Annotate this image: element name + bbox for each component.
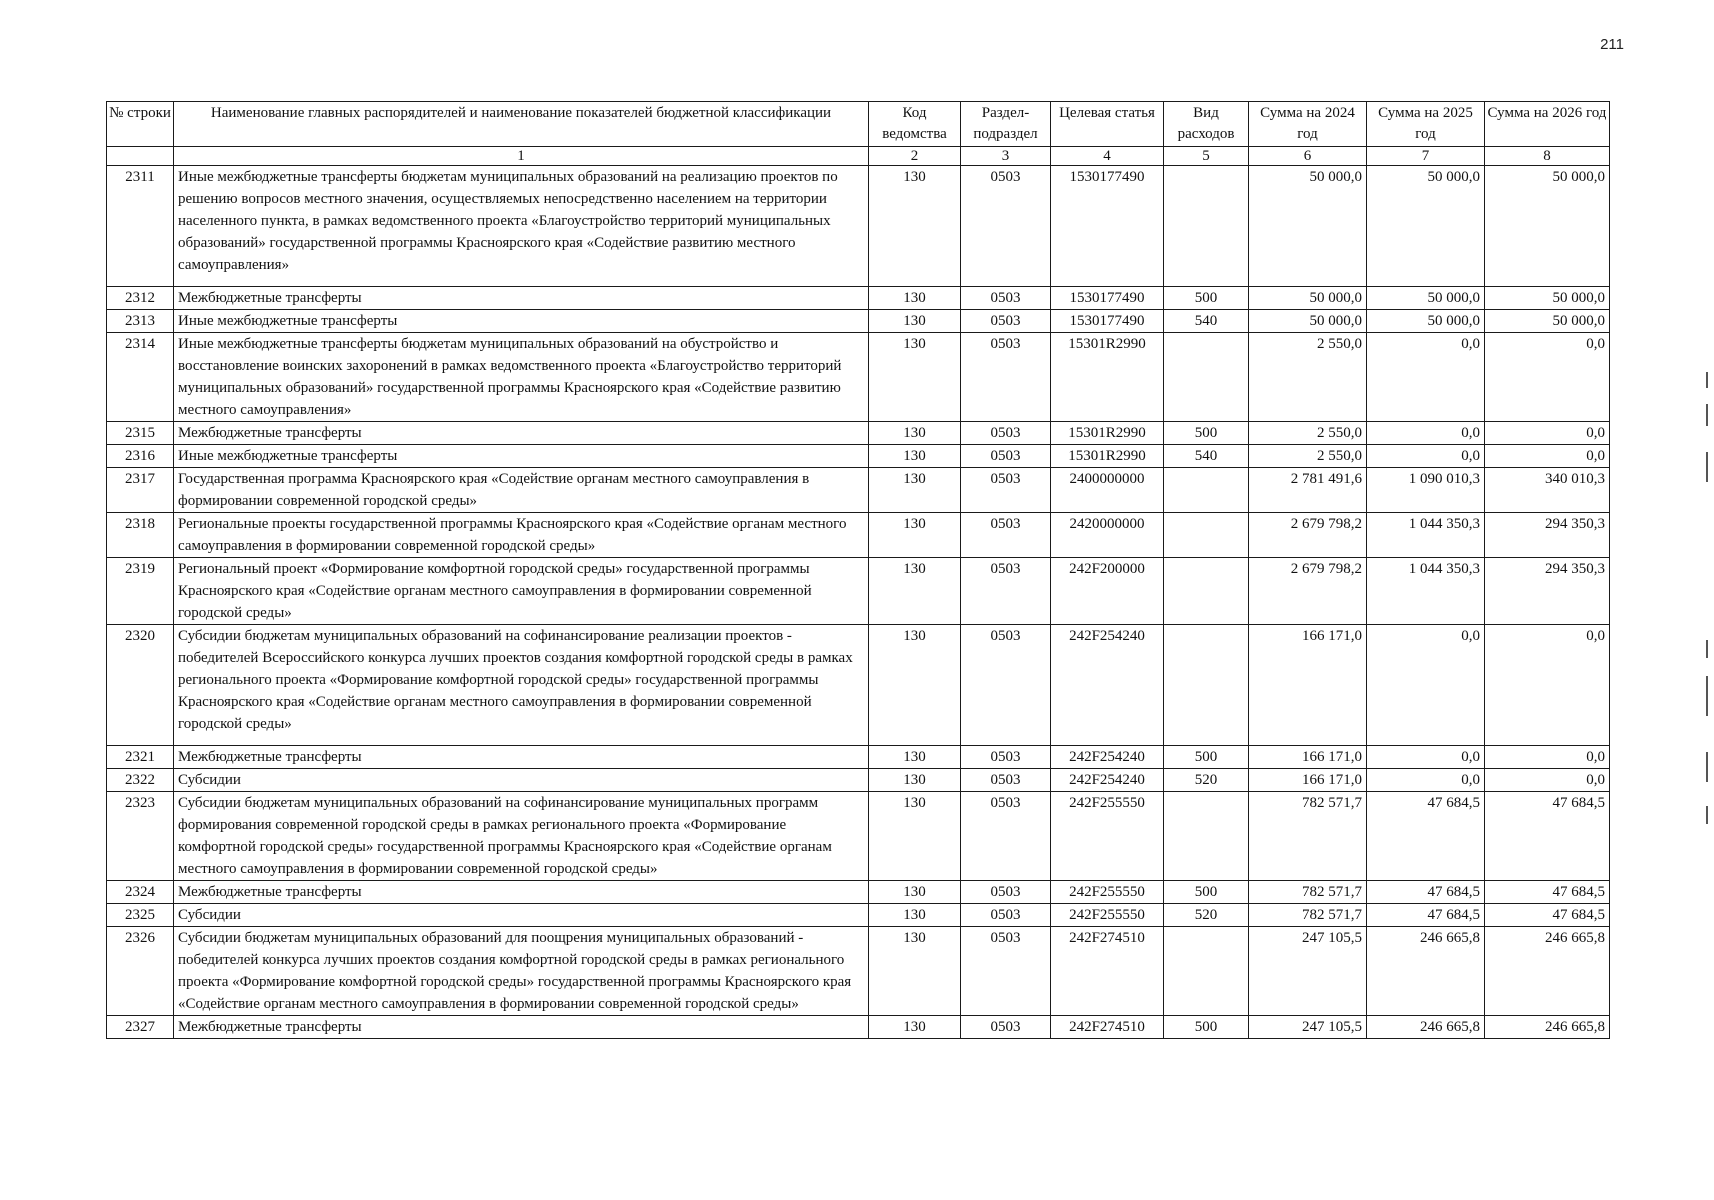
row-dept-code: 130 [869,287,961,310]
row-dept-code: 130 [869,769,961,792]
row-target: 15301R2990 [1051,422,1164,445]
table-row [107,881,1610,904]
row-name: Межбюджетные трансферты [174,746,869,769]
table-row [107,792,1610,881]
row-name: Государственная программа Красноярского края «Содействие органам местного самоуправления в формировании современной городской среды» [174,468,869,513]
row-name: Иные межбюджетные трансферты бюджетам муниципальных образований на реализацию проектов по решению вопросов местного значения, осуществляемых непосредственно населением на территории населенного пункта, в рамках ведомственного проекта «Благоустройство территорий муниципальных образований» государственной программы Красноярского края «Содействие развитию местного самоуправления» [174,166,869,287]
row-target: 242F255550 [1051,881,1164,904]
table-row [107,333,1610,422]
column-number: 5 [1164,147,1249,166]
row-sum-2025: 0,0 [1367,625,1485,746]
row-dept-code: 130 [869,792,961,881]
row-sum-2025: 246 665,8 [1367,927,1485,1016]
row-sum-2026: 0,0 [1485,769,1610,792]
row-target: 242F255550 [1051,792,1164,881]
row-expense-type [1164,333,1249,422]
row-number: 2327 [107,1016,174,1039]
column-number: 6 [1249,147,1367,166]
row-sum-2024: 50 000,0 [1249,287,1367,310]
row-sum-2026: 0,0 [1485,333,1610,422]
row-dept-code: 130 [869,904,961,927]
row-sum-2025: 47 684,5 [1367,792,1485,881]
row-number: 2316 [107,445,174,468]
row-section: 0503 [961,558,1051,625]
row-name: Иные межбюджетные трансферты [174,310,869,333]
row-dept-code: 130 [869,881,961,904]
row-name: Межбюджетные трансферты [174,422,869,445]
row-target: 1530177490 [1051,166,1164,287]
row-expense-type: 540 [1164,445,1249,468]
row-sum-2026: 0,0 [1485,625,1610,746]
row-target: 15301R2990 [1051,445,1164,468]
scan-margin-mark [1706,752,1708,782]
row-expense-type: 500 [1164,746,1249,769]
row-section: 0503 [961,769,1051,792]
row-dept-code: 130 [869,422,961,445]
row-target: 242F200000 [1051,558,1164,625]
row-name: Субсидии [174,769,869,792]
scan-margin-mark [1706,372,1708,388]
row-sum-2025: 0,0 [1367,445,1485,468]
column-number: 3 [961,147,1051,166]
row-expense-type [1164,166,1249,287]
row-name: Субсидии бюджетам муниципальных образований для поощрения муниципальных образований - победителей конкурса лучших проектов создания комфортной городской среды в рамках регионального проекта «Формирование комфортной городской среды» государственной программы Красноярского края «Содействие органам местного самоуправления в формировании современной городской среды» [174,927,869,1016]
row-section: 0503 [961,881,1051,904]
row-sum-2025: 50 000,0 [1367,166,1485,287]
row-sum-2025: 47 684,5 [1367,904,1485,927]
row-name: Межбюджетные трансферты [174,287,869,310]
row-section: 0503 [961,792,1051,881]
row-sum-2025: 50 000,0 [1367,287,1485,310]
row-sum-2025: 0,0 [1367,422,1485,445]
table-row [107,422,1610,445]
page-number: 211 [1600,36,1624,53]
row-name: Межбюджетные трансферты [174,881,869,904]
scan-margin-mark [1706,452,1708,482]
row-number: 2323 [107,792,174,881]
row-expense-type: 520 [1164,904,1249,927]
row-number: 2324 [107,881,174,904]
table-row [107,1016,1610,1039]
row-sum-2024: 2 550,0 [1249,333,1367,422]
header-sum-2024: Сумма на 2024 год [1249,102,1367,147]
row-sum-2024: 166 171,0 [1249,625,1367,746]
row-dept-code: 130 [869,310,961,333]
column-number: 4 [1051,147,1164,166]
row-name: Региональные проекты государственной программы Красноярского края «Содействие органам местного самоуправления в формировании современной городской среды» [174,513,869,558]
row-name: Иные межбюджетные трансферты [174,445,869,468]
row-sum-2024: 50 000,0 [1249,166,1367,287]
row-sum-2024: 166 171,0 [1249,769,1367,792]
row-sum-2024: 2 550,0 [1249,422,1367,445]
row-number: 2313 [107,310,174,333]
row-section: 0503 [961,422,1051,445]
row-section: 0503 [961,310,1051,333]
row-expense-type: 540 [1164,310,1249,333]
column-number: 8 [1485,147,1610,166]
row-sum-2025: 0,0 [1367,746,1485,769]
row-sum-2024: 2 679 798,2 [1249,558,1367,625]
row-dept-code: 130 [869,166,961,287]
row-dept-code: 130 [869,333,961,422]
table-row [107,746,1610,769]
row-sum-2026: 0,0 [1485,746,1610,769]
row-sum-2026: 50 000,0 [1485,287,1610,310]
row-dept-code: 130 [869,468,961,513]
row-section: 0503 [961,625,1051,746]
row-expense-type [1164,468,1249,513]
row-section: 0503 [961,746,1051,769]
row-number: 2325 [107,904,174,927]
row-number: 2314 [107,333,174,422]
row-dept-code: 130 [869,558,961,625]
table-row [107,927,1610,1016]
row-target: 15301R2990 [1051,333,1164,422]
row-dept-code: 130 [869,513,961,558]
table-row [107,166,1610,287]
row-expense-type [1164,513,1249,558]
row-name: Субсидии [174,904,869,927]
row-number: 2312 [107,287,174,310]
header-target: Целевая статья [1051,102,1164,147]
row-expense-type [1164,625,1249,746]
row-name: Межбюджетные трансферты [174,1016,869,1039]
scan-margin-mark [1706,806,1708,824]
row-sum-2024: 166 171,0 [1249,746,1367,769]
table-row [107,904,1610,927]
row-number: 2318 [107,513,174,558]
scan-margin-mark [1706,676,1708,716]
scan-margin-mark [1706,404,1708,426]
header-sum-2026: Сумма на 2026 год [1485,102,1610,147]
row-sum-2024: 50 000,0 [1249,310,1367,333]
row-number: 2326 [107,927,174,1016]
row-sum-2026: 50 000,0 [1485,310,1610,333]
row-target: 242F254240 [1051,625,1164,746]
row-sum-2026: 246 665,8 [1485,1016,1610,1039]
row-sum-2026: 0,0 [1485,445,1610,468]
row-section: 0503 [961,468,1051,513]
header-section: Раздел-подраздел [961,102,1051,147]
row-target: 242F254240 [1051,769,1164,792]
table-row [107,558,1610,625]
row-target: 1530177490 [1051,287,1164,310]
row-sum-2025: 1 044 350,3 [1367,513,1485,558]
row-section: 0503 [961,513,1051,558]
column-number [107,147,174,166]
row-number: 2322 [107,769,174,792]
row-sum-2024: 247 105,5 [1249,927,1367,1016]
header-row [107,102,1610,147]
row-sum-2025: 50 000,0 [1367,310,1485,333]
table-row [107,287,1610,310]
row-sum-2024: 247 105,5 [1249,1016,1367,1039]
row-target: 1530177490 [1051,310,1164,333]
row-expense-type: 500 [1164,881,1249,904]
row-sum-2024: 2 550,0 [1249,445,1367,468]
row-section: 0503 [961,333,1051,422]
row-dept-code: 130 [869,746,961,769]
row-target: 2420000000 [1051,513,1164,558]
row-sum-2025: 0,0 [1367,769,1485,792]
table-row [107,445,1610,468]
row-sum-2026: 340 010,3 [1485,468,1610,513]
row-sum-2026: 47 684,5 [1485,792,1610,881]
row-dept-code: 130 [869,1016,961,1039]
row-target: 2400000000 [1051,468,1164,513]
row-sum-2026: 246 665,8 [1485,927,1610,1016]
table-row [107,769,1610,792]
row-expense-type [1164,792,1249,881]
row-name: Субсидии бюджетам муниципальных образований на софинансирование реализации проектов - победителей Всероссийского конкурса лучших проектов создания комфортной городской среды в рамках регионального проекта «Формирование комфортной городской среды» государственной программы Красноярского края «Содействие органам местного самоуправления в формировании современной городской среды» [174,625,869,746]
row-dept-code: 130 [869,927,961,1016]
header-name: Наименование главных распорядителей и наименование показателей бюджетной классификации [174,102,869,147]
row-section: 0503 [961,1016,1051,1039]
table-row [107,468,1610,513]
row-number: 2320 [107,625,174,746]
row-sum-2025: 1 090 010,3 [1367,468,1485,513]
row-sum-2025: 47 684,5 [1367,881,1485,904]
column-number: 2 [869,147,961,166]
row-sum-2024: 782 571,7 [1249,792,1367,881]
row-section: 0503 [961,927,1051,1016]
row-section: 0503 [961,445,1051,468]
row-sum-2024: 782 571,7 [1249,904,1367,927]
row-sum-2026: 47 684,5 [1485,904,1610,927]
table-body [107,166,1610,1039]
table-row [107,310,1610,333]
row-number: 2321 [107,746,174,769]
row-name: Субсидии бюджетам муниципальных образований на софинансирование муниципальных программ формирования современной городской среды в рамках регионального проекта «Формирование комфортной городской среды» государственной программы Красноярского края «Содействие органам местного самоуправления в формировании современной городской среды» [174,792,869,881]
row-name: Иные межбюджетные трансферты бюджетам муниципальных образований на обустройство и восстановление воинских захоронений в рамках ведомственного проекта «Благоустройство территорий муниципальных образований» государственной программы Красноярского края «Содействие развитию местного самоуправления» [174,333,869,422]
row-expense-type: 520 [1164,769,1249,792]
column-number: 1 [174,147,869,166]
row-sum-2026: 294 350,3 [1485,513,1610,558]
row-expense-type: 500 [1164,422,1249,445]
row-number: 2319 [107,558,174,625]
header-dept-code: Код ведомства [869,102,961,147]
row-name: Региональный проект «Формирование комфортной городской среды» государственной программы Красноярского края «Содействие органам местного самоуправления в формировании современной городской среды» [174,558,869,625]
row-sum-2024: 782 571,7 [1249,881,1367,904]
header-sum-2025: Сумма на 2025 год [1367,102,1485,147]
column-number: 7 [1367,147,1485,166]
header-row-no: № строки [107,102,174,147]
row-section: 0503 [961,287,1051,310]
row-sum-2024: 2 781 491,6 [1249,468,1367,513]
table-row [107,513,1610,558]
row-sum-2026: 47 684,5 [1485,881,1610,904]
header-expense-type: Вид расходов [1164,102,1249,147]
row-expense-type [1164,558,1249,625]
row-section: 0503 [961,904,1051,927]
row-expense-type [1164,927,1249,1016]
row-sum-2024: 2 679 798,2 [1249,513,1367,558]
row-expense-type: 500 [1164,287,1249,310]
budget-table [106,101,1610,1039]
row-target: 242F274510 [1051,927,1164,1016]
column-numbers-row [107,147,1610,166]
row-sum-2026: 0,0 [1485,422,1610,445]
scan-margin-mark [1706,640,1708,658]
row-sum-2026: 50 000,0 [1485,166,1610,287]
row-sum-2025: 0,0 [1367,333,1485,422]
row-expense-type: 500 [1164,1016,1249,1039]
row-target: 242F274510 [1051,1016,1164,1039]
row-sum-2025: 246 665,8 [1367,1016,1485,1039]
row-number: 2315 [107,422,174,445]
row-number: 2311 [107,166,174,287]
row-number: 2317 [107,468,174,513]
row-sum-2025: 1 044 350,3 [1367,558,1485,625]
row-dept-code: 130 [869,625,961,746]
table-row [107,625,1610,746]
row-target: 242F254240 [1051,746,1164,769]
row-dept-code: 130 [869,445,961,468]
row-target: 242F255550 [1051,904,1164,927]
row-sum-2026: 294 350,3 [1485,558,1610,625]
row-section: 0503 [961,166,1051,287]
